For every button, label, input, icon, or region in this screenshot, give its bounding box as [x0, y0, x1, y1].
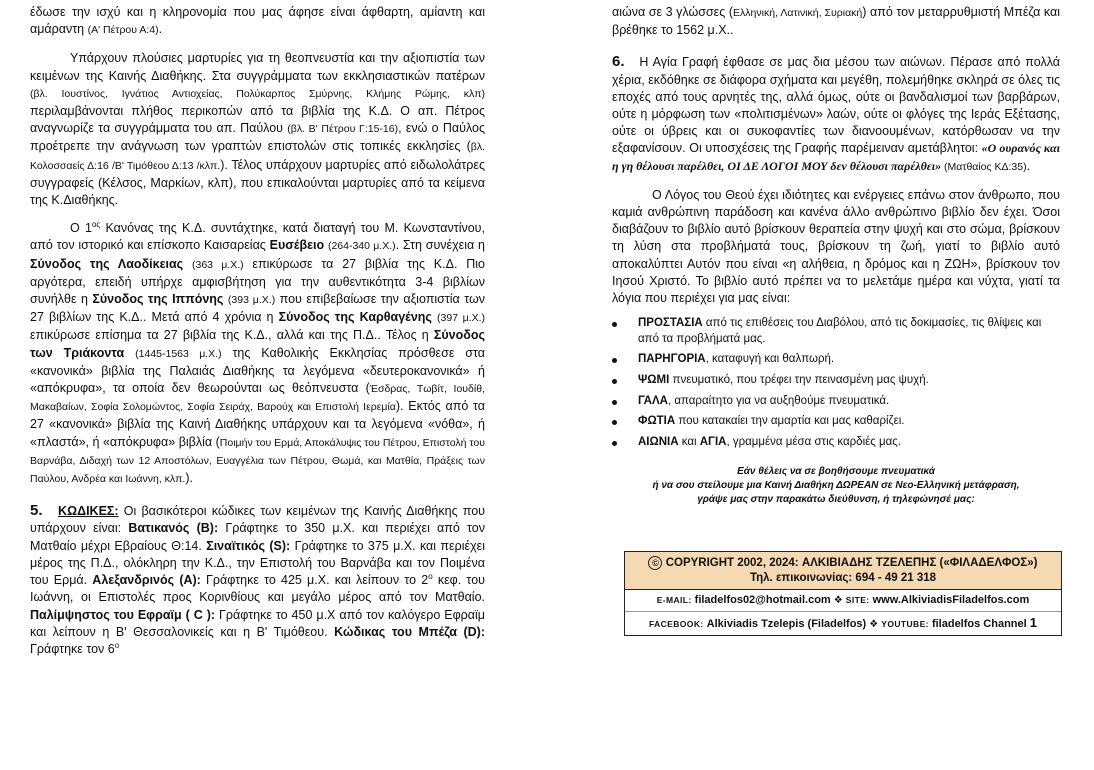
email-label: E-MAIL: — [656, 595, 692, 606]
codex-sinaiticus: Σιναϊτικός (S): — [206, 538, 291, 553]
superscript: ο — [114, 640, 120, 650]
right-column — [612, 4, 1060, 636]
list-item — [612, 316, 1060, 347]
list-item — [612, 394, 1060, 410]
list-keyword: ΑΓΙΑ — [699, 435, 727, 448]
contact-row-social — [625, 611, 1061, 635]
youtube-link[interactable]: filadelfos Channel — [931, 618, 1027, 631]
synod-trent: Σύνοδος των Τριάκοντα — [30, 328, 485, 360]
text: Κανόνας της Κ.Δ. συντάχτηκε, κατά διαταγή του Μ. Κωνσταντίνου, από τον ιστορικό και επίσκοπο Καισαρείας — [30, 221, 485, 253]
scripture-ref: (Α' Πέτρου Α:4) — [87, 24, 159, 37]
text: επικύρωσε τα 27 βιβλία της Κ.Δ. Πιο αργότερα, επειδή υπήρχε αμφισβήτηση για την αυθεντικότητα 3-4 βιβλίων συνήλθε η — [30, 256, 485, 307]
text: ). — [185, 471, 193, 486]
list-keyword: ΠΑΡΗΓΟΡΙΑ — [638, 353, 706, 366]
list-keyword: ΓΑΛΑ — [638, 394, 668, 407]
text: περιλαμβάνονται πλήθος περικοπών από τα βιβλία της Κ.Δ. Ο απ. Πέτρος αναγνωρίζε τα συγγράμματα του απ. Παύλου — [30, 104, 485, 136]
list-item — [612, 352, 1060, 368]
text: ) από τον μεταρρυθμιστή Μπέζα και βρέθηκε το 1562 μ.Χ.. — [612, 5, 1060, 38]
paragraph-inheritance — [30, 4, 485, 39]
eusebius: Ευσέβειο — [269, 238, 325, 253]
list-text: , καταφυγή και θαλπωρή. — [705, 353, 835, 366]
scripture-ref: (Ματθαίος ΚΔ:35) — [941, 160, 1027, 173]
copyright-icon: © — [648, 556, 662, 570]
superscript: ο — [428, 571, 433, 581]
text: κεφ. του Ιωάννη, οι Επιστολές προς Κορινθίους και μεγάλο μέρος από τον Ματθαίο. — [30, 573, 485, 605]
languages: Ελληνική, Λατινική, Συριακή — [733, 7, 863, 19]
text: Γράφτηκε το 350 μ.Χ. και περιέχει από τον Ματθαίο μέχρι Εβραίους Θ:14. — [30, 521, 486, 553]
list-text: , γραμμένα μέσα στις καρδιές μας. — [726, 435, 902, 448]
site-link[interactable]: www.AlkiviadisFiladelfos.com — [872, 594, 1030, 607]
section-number: 5. — [30, 502, 43, 520]
date-ref: (393 μ.Χ.) — [227, 294, 276, 307]
section-5-codices — [30, 502, 485, 658]
list-text: , απαραίτητο για να αυξηθούμε πνευματικά. — [667, 394, 890, 407]
date-ref: (363 μ.Χ.) — [191, 258, 244, 271]
synod-carthage: Σύνοδος της Καρθαγένης — [278, 310, 432, 325]
codex-vaticanus: Βατικανός (Β): — [128, 521, 219, 536]
text: . Στη συνέχεια η — [395, 238, 485, 253]
bullet-icon — [612, 322, 617, 327]
scripture-quote: «Ο ουρανός και η γη θέλουσι παρέλθει, ΟΙ ΔΕ ΛΟΓΟΙ ΜΟΥ δεν θέλουσι παρέλθει» — [612, 141, 1061, 173]
properties-list — [612, 316, 1060, 450]
bullet-icon — [612, 358, 617, 363]
facebook-label: FACEBOOK: — [648, 619, 704, 630]
scripture-ref: βλ. Κολοσσαείς Δ:16 /Β' Τιμόθεου Δ:13 /κλπ. — [30, 141, 485, 172]
apocrypha-list: Ποιμήν του Ερμά, Αποκάλυψις του Πέτρου, Επιστολή του Βαρνάβα, Διδαχή των 12 Αποστόλων, Ευαγγέλια των Πέτρου, Θωμά, και Ματθία, Πράξεις των Παύλου, Ανδρέα και Ιωάννη, κλπ. — [30, 436, 485, 486]
codex-ephraemi: Παλίμψηστος του Εφραϊμ ( C ): — [30, 607, 216, 622]
codex-bezae: Κώδικας του Μπέζα (D): — [334, 624, 486, 639]
youtube-label: YOUTUBE: — [881, 619, 929, 630]
offer-line: γράψε μας στην παρακάτω διεύθυνση, ή τηλεφώνησέ μας: — [697, 494, 975, 506]
synod-hippo: Σύνοδος της Ιππόνης — [92, 292, 224, 307]
section-number: 6. — [612, 53, 625, 71]
list-text: από τις επιθέσεις του Διαβόλου, από τις δοκιμασίες, τις θλίψεις και από τα προβλήματά μας. — [638, 317, 1042, 345]
list-keyword: ΦΩΤΙΑ — [638, 415, 676, 428]
contact-row-email-site — [625, 590, 1061, 611]
text: Γράφτηκε το 450 μ.Χ από τον καλόγερο Εφραϊμ και λείπουν η Β' Θεσσαλονικείς και η Β' Τιμόθεου. — [30, 607, 486, 639]
copyright-box — [624, 551, 1062, 636]
paragraph-beza-continued — [612, 4, 1060, 39]
date-ref: (1445-1563 μ.Χ.) — [135, 347, 222, 360]
scripture-ref: (βλ. Β' Πέτρου Γ:15-16) — [287, 123, 399, 136]
synod-laodicea: Σύνοδος της Λαοδίκειας — [30, 256, 184, 271]
list-item — [612, 435, 1060, 451]
email-link[interactable]: filadelfos02@hotmail.com — [694, 594, 831, 607]
copyright-text: COPYRIGHT 2002, 2024: ΑΛΚΙΒΙΑΔΗΣ ΤΖΕΛΕΠΗΣ («ΦΙΛΑΔΕΛΦΟΣ») — [665, 557, 1038, 570]
date-ref: (264-340 μ.Χ.) — [327, 240, 396, 253]
text: Ο 1 — [70, 221, 92, 236]
bullet-icon — [612, 400, 617, 405]
list-item — [612, 414, 1060, 430]
text: , ενώ ο Παύλος προέτρεπε την ανάγνωση των γραπτών επιστολών στις τοπικές εκκλησίες ( — [30, 121, 486, 154]
free-offer — [612, 465, 1060, 507]
site-label: SITE: — [845, 595, 870, 606]
bullet-icon — [612, 441, 617, 446]
text: Η Αγία Γραφή έφθασε σε μας δια μέσου των αιώνων. Πέρασε από πολλά χέρια, εκδόθηκε σε διάφορα σχήματα και μεγέθη, πολεμήθηκε σκληρά σε όλες τις εποχές από τους αρνητές της, αλλά όμως, ούτε οι βανδαλισμοί των βαρβάρων, ούτε η μόρφωση των «πολιτισμένων» λαών, ούτε οι φλόγες της Ιεράς Εξέτασης, ούτε οι ύβρεις και οι συκοφαντίες των διανοουμένων, κατόρθωσαν να την εξαφανίσουν. Οι υποσχέσεις της Γραφής παρέμειναν αμετάβλητοι: — [612, 55, 1060, 156]
offer-line: ή να σου στείλουμε μια Καινή Διαθήκη ΔΩΡΕΑΝ σε Νεο-Ελληνική μετάφραση, — [652, 480, 1020, 492]
text: . — [158, 22, 163, 37]
text: έδωσε την ισχύ και η κληρονομία που μας άφησε είναι άφθαρτη, αμίαντη και αμάραντη — [30, 5, 485, 37]
text: Γράφτηκε το 425 μ.Χ. και λείπουν το 2 — [200, 573, 429, 588]
text: Γράφτηκε το 375 μ.Χ. και περιέχει μέρος της Π.Δ., ολόκληρη την Κ.Δ., την Επιστολή του Βαρνάβα και τον Ποιμένα του Ερμά. — [30, 538, 485, 588]
superscript: ος — [91, 220, 101, 230]
section-6-preservation — [612, 53, 1060, 175]
list-text: που κατακαίει την αμαρτία και μας καθαρίζει. — [675, 415, 905, 428]
list-keyword: ΑΙΩΝΙΑ — [638, 435, 679, 448]
separator-icon: ❖ — [869, 619, 879, 631]
left-column — [30, 4, 485, 658]
offer-line: Εάν θέλεις να σε βοηθήσουμε πνευματικά — [737, 466, 935, 478]
copyright-header — [625, 552, 1061, 590]
codex-alexandrinus: Αλεξανδρινός (Α): — [92, 573, 201, 588]
list-text: πνευματικό, που τρέφει την πεινασμένη μας ψυχή. — [669, 374, 929, 387]
date-ref: (397 μ.Χ.) — [437, 312, 485, 325]
paragraph-word-of-god — [612, 187, 1060, 307]
bullet-icon — [612, 420, 617, 425]
church-fathers-ref: (βλ. Ιουστίνος, Ιγνάτιος Αντιοχείας, Πολύκαρπος Σμύρνης, Κλήμης Ρώμης, κλπ) — [30, 87, 485, 100]
list-text: και — [678, 435, 700, 448]
list-keyword: ΠΡΟΣΤΑΣΙΑ — [638, 317, 703, 330]
section-heading: ΚΩΔΙΚΕΣ: — [58, 504, 119, 519]
text: Ο Λόγος του Θεού έχει ιδιότητες και ενέργειες επάνω στον άνθρωπο, που καμιά ανθρώπινη παράδοση και κανένα άλλο ανθρώπινο βιβλίο δεν έχει. Όσοι διαβάζουν το βιβλίο αυτό βρίσκουν θεραπεία στην ψυχή και στο σώμα, βρίσκουν τη λύση στα προβλήματά τους, βρίσκουν τη ζωή, γιατί το βιβλίο αυτό αποκαλύπτει Αυτόν που είναι «η αλήθεια, η δρόμος και η ΖΩΗ», βρίσκουν τον Ιησού Χριστό. Το βιβλίο αυτό πρέπει να το μελετάμε ημέρα και νύχτα, γιατί τα λόγια που περιέχει για μας είναι: — [612, 187, 1060, 306]
text: επικύρωσε επίσημα τα 27 βιβλία της Κ.Δ., αλλά και της Π.Δ.. Τέλος η — [30, 328, 434, 343]
deuterocanonical-list: Έσδρας, Τωβίτ, Ιουδίθ, Μακαβαίων, Σοφία Σολομώντος, Σοφία Σειράχ, Βαρούχ και Επιστολή Ιερεμία — [30, 383, 485, 414]
separator-icon: ❖ — [833, 595, 843, 607]
paragraph-testimonies — [30, 50, 485, 209]
bullet-icon — [612, 379, 617, 384]
text: Οι βασικότεροι κώδικες των κειμένων της Καινής Διαθήκης που υπάρχουν είναι: — [30, 504, 485, 536]
text: Γράφτηκε τον 6 — [30, 641, 115, 656]
copyright-title — [629, 555, 1057, 571]
text: που επιβεβαίωσε την αξιοπιστία των 27 βιβλίων της Κ.Δ.. Μετά από 4 χρόνια η — [30, 292, 485, 325]
facebook-link[interactable]: Alkiviadis Tzelepis (Filadelfos) — [706, 618, 867, 631]
list-item — [612, 373, 1060, 389]
list-keyword: ΨΩΜΙ — [638, 374, 670, 387]
paragraph-canon — [30, 220, 485, 488]
youtube-channel-number: 1 — [1029, 615, 1037, 631]
text: αιώνα σε 3 γλώσσες ( — [612, 5, 734, 19]
text: . — [1026, 158, 1031, 173]
text: ). Τέλος υπάρχουν μαρτυρίες από ειδωλολάτρες συγγραφείς (Κέλσος, Μαρκίων, κλπ), που επικαλούνται μαρτυρίες από τα κείμενα της Κ.Διαθήκης. — [30, 157, 485, 208]
text: Υπάρχουν πλούσιες μαρτυρίες για τη θεοπνευστία και την αξιοπιστία των κειμένων της Καινής Διαθήκης. Στα συγγράμματα των εκκλησιαστικών πατέρων — [30, 51, 485, 83]
text: ). Εκτός από τα 27 «κανονικά» βιβλία της Καινή Διαθήκης υπάρχουν και τα λεγόμενα «νόθα», ή «πλαστά», ή «απόκρυφα» βιβλία ( — [30, 399, 485, 449]
text: της Καθολικής Εκκλησίας πρόσθεσε στα «κανονικά» βιβλία της Παλαιάς Διαθήκης τα λεγόμενα «δευτεροκανονικά» ή «απόκρυφα», τα οποία δεν θεωρούνται ως θεόπνευστα ( — [30, 345, 485, 396]
phone-number: Τηλ. επικοινωνίας: 694 - 49 21 318 — [749, 572, 937, 585]
